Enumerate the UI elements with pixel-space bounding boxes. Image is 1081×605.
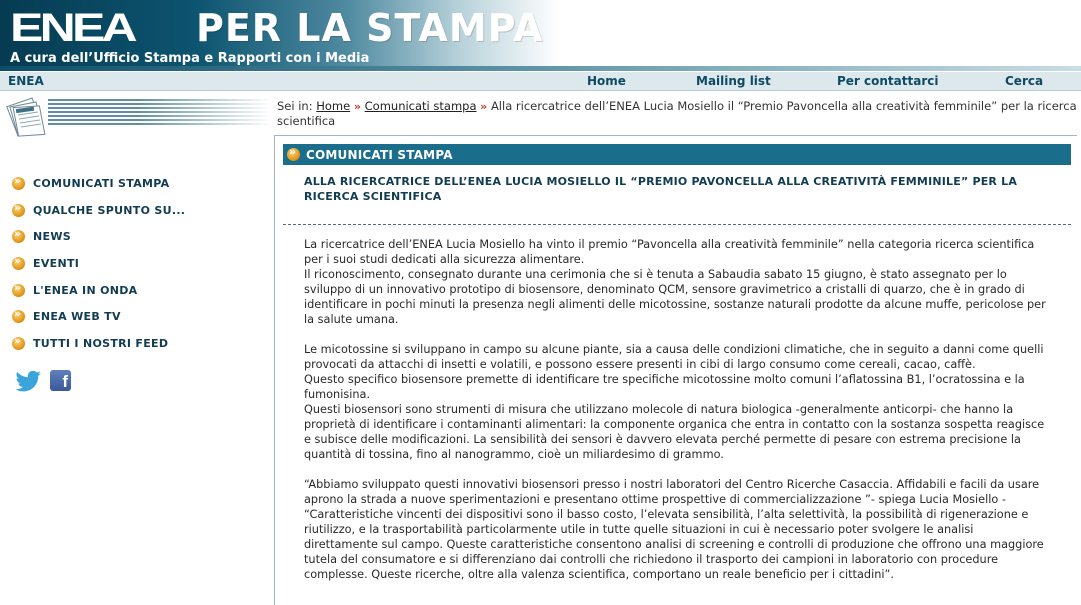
sidebar-item-label: EVENTI bbox=[33, 256, 80, 270]
text-line: proprietà di identificare i contaminanti alimentari: la componente organica che entra in contatto con la sostanza sospetta reagisce bbox=[304, 418, 1045, 431]
bullet-icon bbox=[12, 337, 25, 350]
banner-rule bbox=[0, 66, 1081, 71]
panel-title: COMUNICATI STAMPA bbox=[306, 147, 453, 162]
text-line: direttamente sul campo. Queste caratteristiche consentono analisi di screening e controlli di produzione che offrono una maggiore bbox=[304, 538, 1044, 551]
breadcrumb-separator-icon: » bbox=[353, 100, 361, 113]
nav-brand[interactable]: ENEA bbox=[8, 74, 44, 88]
bullet-icon bbox=[12, 230, 25, 243]
bullet-icon bbox=[12, 204, 25, 217]
sidebar-menu bbox=[12, 170, 185, 357]
banner-subtitle: A cura dell’Ufficio Stampa e Rapporti con i Media bbox=[10, 51, 370, 66]
breadcrumb-separator-icon: » bbox=[480, 100, 488, 113]
text-line: Il riconoscimento, consegnato durante una cerimonia che si è tenuta a Sabaudia sabato 15 giugno, è stato assegnato per lo bbox=[304, 268, 1007, 281]
nav-mailing-list[interactable]: Mailing list bbox=[696, 74, 771, 88]
text-line: aprono la strada a nuove sperimentazioni e presentano ottime prospettive di commercializzazione ”- spiega Lucia Mosiello - bbox=[304, 493, 1006, 506]
text-line: Questo specifico biosensore premette di identificare tre specifiche micotossine molto comuni l’aflatossina B1, l’ocratossina e la bbox=[304, 373, 1025, 386]
text-line: “Abbiamo sviluppato questi innovativi biosensori presso i nostri laboratori del Centro Ricerche Casaccia. Affidabili e facili da usare bbox=[304, 478, 1040, 491]
breadcrumb-section-link[interactable]: Comunicati stampa bbox=[364, 99, 477, 113]
enea-logo[interactable]: ENEA bbox=[10, 6, 134, 50]
nav-contacts[interactable]: Per contattarci bbox=[837, 74, 939, 88]
text-line: fumonisina. bbox=[304, 388, 371, 401]
twitter-icon[interactable] bbox=[14, 370, 42, 392]
sidebar-item-enea-web-tv[interactable] bbox=[12, 303, 185, 330]
text-line: riutilizzo, e la trasportabilità particolarmente utile in tutte quelle situazioni in cui è necessario poter svolgere le analisi bbox=[304, 523, 974, 536]
bullet-icon bbox=[12, 284, 25, 297]
sidebar-item-label: QUALCHE SPUNTO SU... bbox=[33, 203, 186, 217]
sidebar-item-label: L'ENEA IN ONDA bbox=[33, 283, 138, 297]
text-line: La ricercatrice dell’ENEA Lucia Mosiello ha vinto il premio “Pavoncella alla creatività femminile” nella categoria ricerca scientifica bbox=[304, 238, 1035, 251]
header-stripes bbox=[48, 99, 272, 127]
text-line: tutela del consumatore e si differenziano dai controlli che richiedono il trasporto dei campioni in laboratorio con procedure bbox=[304, 553, 999, 566]
sidebar-item-label: COMUNICATI STAMPA bbox=[33, 176, 170, 190]
sidebar-item-qualche-spunto[interactable] bbox=[12, 197, 185, 224]
sidebar-item-feed[interactable] bbox=[12, 330, 185, 357]
text-line: identificare in pochi minuti la presenza negli alimenti delle micotossine, sostanze naturali prodotte da alcune muffe, pericolose per bbox=[304, 298, 1046, 311]
facebook-icon[interactable]: f bbox=[50, 370, 71, 391]
article-body bbox=[304, 237, 1064, 597]
banner-title: PER LA STAMPA bbox=[196, 6, 544, 50]
breadcrumb-prefix: Sei in: bbox=[277, 99, 313, 113]
text-line: per i suoi studi dedicati alla sicurezza alimentare. bbox=[304, 253, 585, 266]
sidebar-item-label: NEWS bbox=[33, 230, 71, 244]
bullet-icon bbox=[12, 177, 25, 190]
sidebar-item-eventi[interactable] bbox=[12, 250, 185, 277]
text-line: la salute umana. bbox=[304, 313, 399, 326]
text-line: e subisce delle modificazioni. La sensibilità dei sensori è davvero elevata perché permette di pesare con estrema precisione la bbox=[304, 433, 1021, 446]
article-paragraph-1 bbox=[304, 237, 1064, 327]
text-line: complesse. Queste ricerche, oltre alla valenza scientifica, comportano un reale beneficio per i cittadini”. bbox=[304, 568, 894, 581]
text-line: Le micotossine si sviluppano in campo su alcune piante, sia a causa delle condizioni climatiche, che in seguito a danni come quelli bbox=[304, 343, 1044, 356]
nav-home[interactable]: Home bbox=[587, 74, 626, 88]
bullet-icon bbox=[12, 257, 25, 270]
top-nav bbox=[0, 72, 1081, 91]
bullet-icon bbox=[12, 310, 25, 323]
sidebar-item-label: TUTTI I NOSTRI FEED bbox=[33, 336, 169, 350]
sidebar-item-news[interactable] bbox=[12, 223, 185, 250]
header-banner bbox=[0, 0, 1081, 71]
sidebar-item-enea-in-onda[interactable] bbox=[12, 277, 185, 304]
sidebar-item-label: ENEA WEB TV bbox=[33, 310, 121, 324]
bullet-icon bbox=[287, 148, 300, 161]
article-title: ALLA RICERCATRICE DELL’ENEA LUCIA MOSIELLO IL “PREMIO PAVONCELLA ALLA CREATIVITÀ FEMMINILE” PER LA RICERCA SCIENTIFICA bbox=[304, 175, 1018, 203]
breadcrumb-current: Alla ricercatrice dell’ENEA Lucia Mosiello il “Premio Pavoncella alla creatività femminile” per la ricerca scientifica bbox=[277, 99, 1077, 128]
panel-header bbox=[283, 144, 1071, 165]
text-line: “Caratteristiche vincenti dei dispositivi sono il basso costo, l’elevata sensibilità, l’alta selettività, la possibilità di rigenerazione e bbox=[304, 508, 1029, 521]
text-line: provocati da attacchi di insetti e volatili, e possono essere presenti in cibi di largo consumo come cereali, cacao, caffè. bbox=[304, 358, 976, 371]
breadcrumb bbox=[277, 99, 1077, 129]
article-paragraph-2 bbox=[304, 342, 1064, 462]
breadcrumb-home-link[interactable]: Home bbox=[316, 99, 351, 113]
nav-search[interactable]: Cerca bbox=[1005, 74, 1044, 88]
content-panel bbox=[274, 135, 1077, 605]
sidebar-item-comunicati-stampa[interactable] bbox=[12, 170, 185, 197]
text-line: quantità di tossina, fino al nanogrammo, cioè un miliardesimo di grammo. bbox=[304, 448, 724, 461]
article-paragraph-3 bbox=[304, 477, 1064, 582]
text-line: sviluppo di un innovativo prototipo di biosensore, denominato QCM, sensore gravimetrico a cristalli di quarzo, che è in grado di bbox=[304, 283, 1025, 296]
social-links bbox=[14, 370, 71, 392]
dashed-divider bbox=[283, 224, 1071, 225]
text-line: Questi biosensori sono strumenti di misura che utilizzano molecole di natura biologica -generalmente anticorpi- che hanno la bbox=[304, 403, 1014, 416]
newspaper-stack-icon bbox=[4, 95, 52, 139]
